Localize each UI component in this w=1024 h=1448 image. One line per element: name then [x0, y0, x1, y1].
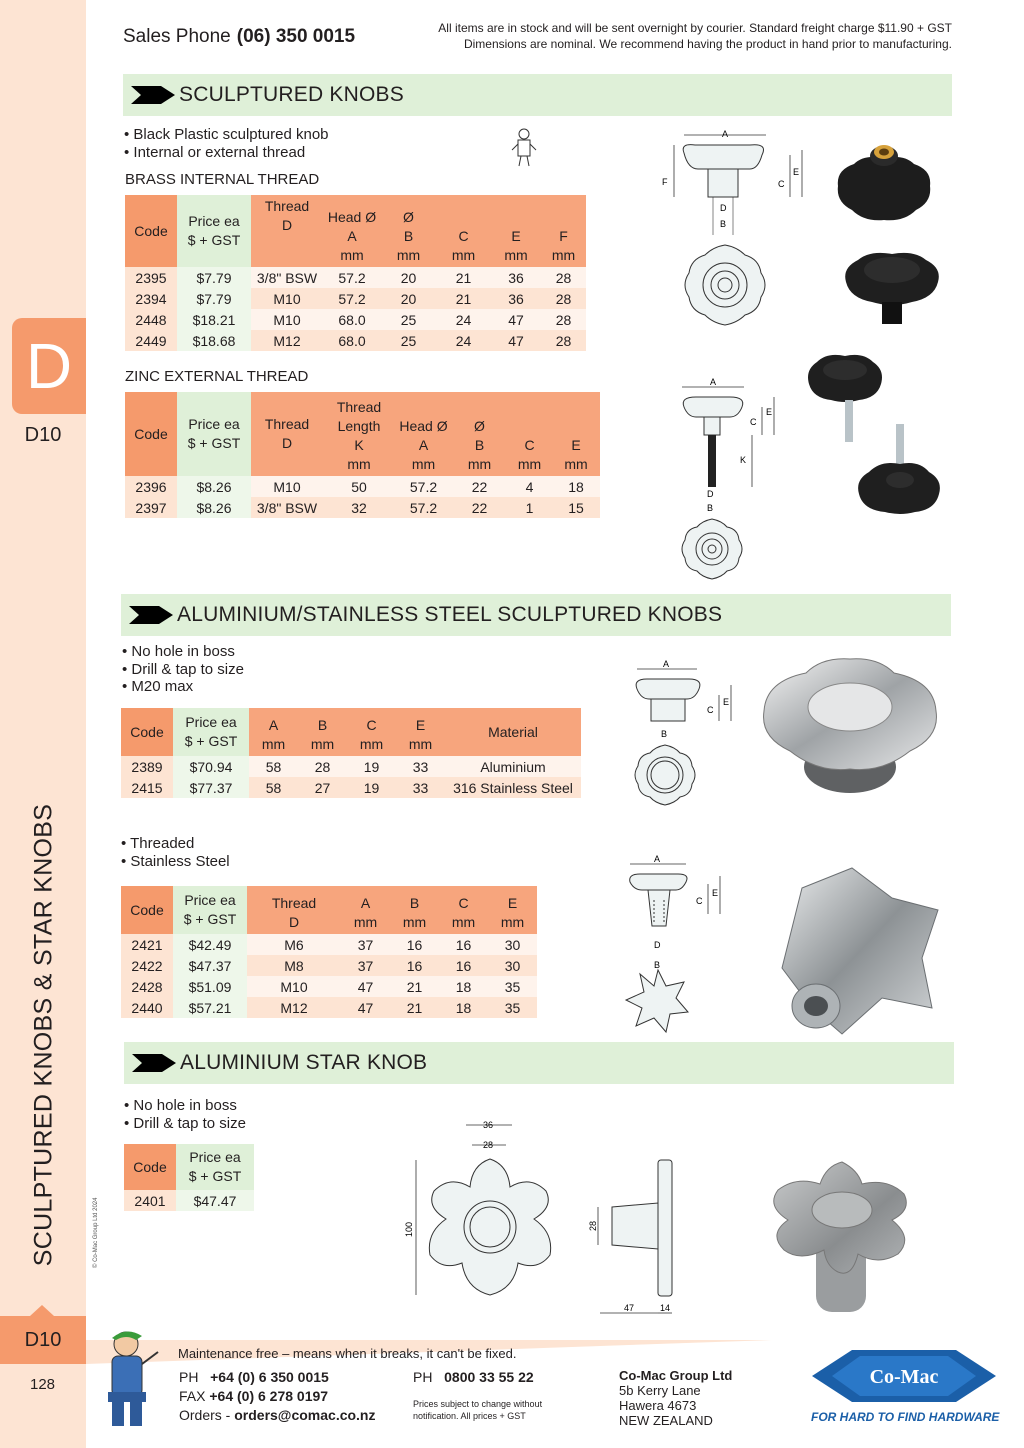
table-cell: 37 [341, 955, 390, 976]
bullet-item: • Threaded [121, 835, 195, 852]
table-cell: 316 Stainless Steel [445, 777, 581, 798]
table-cell: M12 [247, 997, 341, 1018]
table-cell: 2448 [125, 309, 177, 330]
dim-label: E [723, 697, 730, 707]
table-cell: 47 [341, 976, 390, 997]
bullet-item: • Stainless Steel [121, 852, 230, 870]
dim-label: 28 [588, 1220, 598, 1231]
table-cell: $51.09 [173, 976, 247, 997]
col-header: Code [124, 1144, 176, 1190]
table-cell: $18.21 [177, 309, 251, 330]
table-cell: 47 [341, 997, 390, 1018]
dim-label: K [740, 455, 747, 465]
table-cell: 37 [341, 934, 390, 955]
section-bar-aluminium-star [124, 1042, 954, 1084]
table-cell: 16 [439, 955, 488, 976]
table-cell: 21 [436, 267, 491, 288]
header-note-line2: Dimensions are nominal. We recommend having the product in hand prior to manufacturing. [463, 37, 952, 51]
sales-phone-label: Sales Phone [123, 26, 231, 47]
fax-number: +64 (0) 6 278 0197 [209, 1388, 329, 1404]
bottom-section-code: D10 [24, 1329, 62, 1351]
col-header: A mm [249, 708, 298, 756]
header-note-line1: All items are in stock and will be sent overnight by courier. Standard freight charge $11.90 + GST [438, 21, 952, 35]
table-cell: $57.21 [173, 997, 247, 1018]
black-knob-side-photo [842, 248, 942, 328]
table-cell: $18.68 [177, 330, 251, 351]
table-cell: 18 [439, 997, 488, 1018]
table-cell: 47 [491, 309, 541, 330]
dim-label: 14 [660, 1303, 671, 1313]
table-cell: Aluminium [445, 756, 581, 777]
dim-label: C [750, 417, 757, 427]
logo-text: Co-Mac [869, 1366, 939, 1388]
sales-phone [123, 26, 355, 48]
col-header: Code [125, 195, 177, 267]
col-header: E mm [491, 195, 541, 267]
table-row [121, 756, 581, 777]
table-cell: 58 [249, 756, 298, 777]
handyman-mascot-icon [510, 128, 538, 168]
table-cell: 4 [507, 476, 552, 497]
table-cell: 58 [249, 777, 298, 798]
vertical-category-title: SCULPTURED KNOBS & STAR KNOBS [29, 803, 58, 1267]
table-cell: 20 [381, 288, 436, 309]
table-cell: 2401 [124, 1190, 176, 1211]
table-cell: $8.26 [177, 497, 251, 518]
section-tab-letter: D [12, 318, 86, 414]
table-cell: 35 [488, 976, 537, 997]
bullet-item: • M20 max [122, 678, 194, 695]
dim-label: A [722, 129, 729, 139]
table-cell: 2415 [121, 777, 173, 798]
dim-label: D [707, 489, 714, 499]
col-header: E mm [488, 886, 537, 934]
star-knob-technical-drawing [400, 1115, 700, 1325]
zinc-subhead: ZINC EXTERNAL THREAD [125, 368, 309, 385]
bullet-item: • Black Plastic sculptured knob [124, 126, 329, 143]
brass-knob-technical-drawing [650, 125, 810, 325]
col-header: Code [121, 708, 173, 756]
dim-label: B [654, 960, 661, 970]
table-cell: 22 [452, 497, 507, 518]
table-cell: 25 [381, 330, 436, 351]
dim-label: 100 [404, 1221, 414, 1237]
section-title: SCULPTURED KNOBS [179, 83, 404, 106]
table-row [121, 934, 537, 955]
aluminium-knob-photo [760, 655, 940, 795]
header-note [438, 20, 952, 52]
table-cell: $47.37 [173, 955, 247, 976]
table-cell: 57.2 [395, 497, 452, 518]
section-tab-code: D10 [24, 424, 62, 446]
bullet-item: • No hole in boss [124, 1097, 237, 1114]
price-note: Prices subject to change without notification. All prices + GST [413, 1399, 543, 1421]
arrow-icon [131, 86, 175, 104]
table-cell: 2449 [125, 330, 177, 351]
table-row [125, 267, 586, 288]
table-cell: $42.49 [173, 934, 247, 955]
dim-label: C [696, 896, 703, 906]
fax-label: FAX [179, 1388, 206, 1404]
logo-tagline: FOR HARD TO FIND HARDWARE [811, 1410, 1000, 1424]
col-header: F mm [541, 195, 586, 267]
table-cell: M6 [247, 934, 341, 955]
dim-label: E [793, 167, 800, 177]
col-header: B mm [390, 886, 439, 934]
comac-logo [812, 1350, 996, 1404]
table-cell: 2428 [121, 976, 173, 997]
section-title: ALUMINIUM/STAINLESS STEEL SCULPTURED KNOBS [177, 603, 723, 626]
contact-block [179, 1368, 376, 1425]
table-cell: 21 [390, 976, 439, 997]
table-row [121, 955, 537, 976]
col-header: Head Ø A mm [323, 195, 381, 267]
table-cell: $70.94 [173, 756, 249, 777]
table-cell: $47.47 [176, 1190, 254, 1211]
table-cell: 25 [381, 309, 436, 330]
table-row [125, 309, 586, 330]
table-row [125, 288, 586, 309]
table-cell: 18 [439, 976, 488, 997]
table-cell: 19 [347, 756, 396, 777]
dim-label: 36 [483, 1120, 494, 1130]
dim-label: A [654, 854, 661, 864]
table-cell: 30 [488, 934, 537, 955]
aluminium-stainless-table [121, 708, 581, 798]
bullet-item: • Internal or external thread [124, 143, 306, 161]
company-address: Co-Mac Group Ltd 5b Kerry Lane Hawera 4673 NEW ZEALAND [619, 1368, 733, 1428]
dim-label: E [712, 888, 719, 898]
dim-label: B [707, 503, 714, 513]
aluminium-knob-technical-drawing [625, 655, 745, 815]
table-cell: 2394 [125, 288, 177, 309]
black-knob-threaded-stud-inverted-photo [855, 420, 945, 520]
section2-bullets-2 [121, 835, 230, 870]
maintenance-slogan: Maintenance free – means when it breaks, it can't be fixed. [178, 1346, 517, 1361]
table-cell: $77.37 [173, 777, 249, 798]
zinc-knob-technical-drawing [670, 375, 790, 585]
bottom-section-tab [0, 1316, 86, 1364]
table-cell: 30 [488, 955, 537, 976]
table-cell: 2422 [121, 955, 173, 976]
dim-label: C [707, 705, 714, 715]
table-cell: 21 [436, 288, 491, 309]
table-cell: 36 [491, 267, 541, 288]
sales-phone-number[interactable]: (06) 350 0015 [236, 26, 356, 47]
table-cell: 33 [396, 756, 445, 777]
table-row [125, 330, 586, 351]
col-header: A mm [341, 886, 390, 934]
table-row [121, 976, 537, 997]
col-header: C mm [507, 392, 552, 476]
table-cell: 28 [541, 288, 586, 309]
table-cell: 47 [491, 330, 541, 351]
dim-label: C [778, 179, 785, 189]
arrow-icon [132, 1054, 176, 1072]
stainless-star-knob-photo [772, 858, 942, 1038]
stainless-threaded-table [121, 886, 537, 1018]
table-cell: 2397 [125, 497, 177, 518]
table-row [121, 997, 537, 1018]
table-cell: 57.2 [395, 476, 452, 497]
table-cell: 36 [491, 288, 541, 309]
bullet-item: • No hole in boss [122, 643, 235, 660]
col-header: E mm [552, 392, 600, 476]
table-row [125, 476, 600, 497]
col-header: Price ea $ + GST [177, 195, 251, 267]
table-cell: 2421 [121, 934, 173, 955]
table-cell: 2389 [121, 756, 173, 777]
section1-bullets [124, 126, 329, 161]
table-row [121, 777, 581, 798]
dim-label: E [766, 407, 773, 417]
table-cell: 50 [323, 476, 395, 497]
table-cell: 1 [507, 497, 552, 518]
dim-label: 47 [624, 1303, 635, 1313]
table-cell: $7.79 [177, 267, 251, 288]
page-number: 128 [30, 1376, 56, 1393]
col-header: Price ea $ + GST [173, 708, 249, 756]
bullet-item: • Drill & tap to size [124, 1114, 246, 1132]
table-cell: 2396 [125, 476, 177, 497]
ph-number[interactable]: +64 (0) 6 350 0015 [210, 1369, 329, 1385]
dim-label: D [654, 940, 661, 950]
ph2-label: PH [413, 1369, 433, 1385]
table-cell: 2395 [125, 267, 177, 288]
dim-label: B [720, 219, 727, 229]
col-header: Material [445, 708, 581, 756]
table-cell: 16 [439, 934, 488, 955]
table-cell: M12 [251, 330, 323, 351]
company-name: Co-Mac Group Ltd [619, 1368, 733, 1383]
section-bar-aluminium-stainless [121, 594, 951, 636]
col-header: Code [121, 886, 173, 934]
aluminium-star-knob-photo [762, 1158, 922, 1318]
table-cell: 24 [436, 330, 491, 351]
freephone-block [413, 1368, 534, 1387]
col-header: Head Ø A mm [395, 392, 452, 476]
col-header: B mm [298, 708, 347, 756]
dim-label: F [662, 177, 668, 187]
table-cell: 57.2 [323, 267, 381, 288]
table-cell: 3/8" BSW [251, 497, 323, 518]
col-header: Ø B mm [381, 195, 436, 267]
table-cell: 33 [396, 777, 445, 798]
black-knob-brass-insert-photo [834, 140, 934, 230]
brass-subhead: BRASS INTERNAL THREAD [125, 171, 320, 188]
col-header: Price ea $ + GST [173, 886, 247, 934]
table-cell: 28 [298, 756, 347, 777]
orders-email-link[interactable]: orders@comac.co.nz [234, 1407, 376, 1423]
table-cell: 22 [452, 476, 507, 497]
dim-label: D [720, 203, 727, 213]
table-cell: M10 [251, 309, 323, 330]
table-cell: 68.0 [323, 309, 381, 330]
table-cell: 35 [488, 997, 537, 1018]
arrow-icon [129, 606, 173, 624]
table-cell: M10 [251, 476, 323, 497]
table-cell: M8 [247, 955, 341, 976]
table-cell: 3/8" BSW [251, 267, 323, 288]
freephone-number[interactable]: 0800 33 55 22 [444, 1369, 534, 1385]
dim-label: B [661, 729, 668, 739]
bullet-item: • Drill & tap to size [122, 660, 244, 678]
table-row [125, 497, 600, 518]
table-cell: $8.26 [177, 476, 251, 497]
aluminium-star-table [124, 1144, 254, 1211]
section3-bullets [124, 1097, 246, 1132]
orders-label: Orders - [179, 1407, 231, 1423]
brass-spec-table [125, 195, 586, 351]
col-header: Price ea $ + GST [177, 392, 251, 476]
col-header: Thread D [247, 886, 341, 934]
col-header: Ø B mm [452, 392, 507, 476]
table-cell: 32 [323, 497, 395, 518]
table-cell: 28 [541, 309, 586, 330]
table-cell: 18 [552, 476, 600, 497]
col-header: C mm [439, 886, 488, 934]
section-bar-sculptured-knobs [123, 74, 952, 116]
ph-label: PH [179, 1369, 199, 1385]
section2-bullets [122, 643, 244, 696]
table-cell: 27 [298, 777, 347, 798]
section-title: ALUMINIUM STAR KNOB [180, 1051, 428, 1074]
copyright-notice: © Co-Mac Group Ltd 2024 [93, 1197, 99, 1268]
table-cell: 28 [541, 267, 586, 288]
stainless-knob-technical-drawing [620, 850, 740, 1040]
table-cell: 68.0 [323, 330, 381, 351]
table-cell: $7.79 [177, 288, 251, 309]
table-cell: 15 [552, 497, 600, 518]
col-header: Thread D [251, 392, 323, 476]
table-cell: M10 [247, 976, 341, 997]
table-cell: 2440 [121, 997, 173, 1018]
col-header: E mm [396, 708, 445, 756]
table-cell: 20 [381, 267, 436, 288]
zinc-spec-table [125, 392, 600, 518]
col-header: Thread D [251, 195, 323, 267]
dim-label: A [663, 659, 670, 669]
table-cell: 19 [347, 777, 396, 798]
table-cell: 57.2 [323, 288, 381, 309]
col-header: C mm [347, 708, 396, 756]
handyman-mascot-logo [96, 1326, 162, 1430]
col-header: C mm [436, 195, 491, 267]
table-cell: 28 [541, 330, 586, 351]
dim-label: 28 [483, 1140, 494, 1150]
dim-label: A [710, 377, 717, 387]
col-header: Code [125, 392, 177, 476]
table-cell: 24 [436, 309, 491, 330]
col-header: Price ea $ + GST [176, 1144, 254, 1190]
table-cell: M10 [251, 288, 323, 309]
table-cell: 16 [390, 934, 439, 955]
table-row [124, 1190, 254, 1211]
table-cell: 16 [390, 955, 439, 976]
col-header: Thread Length K mm [323, 392, 395, 476]
table-cell: 21 [390, 997, 439, 1018]
